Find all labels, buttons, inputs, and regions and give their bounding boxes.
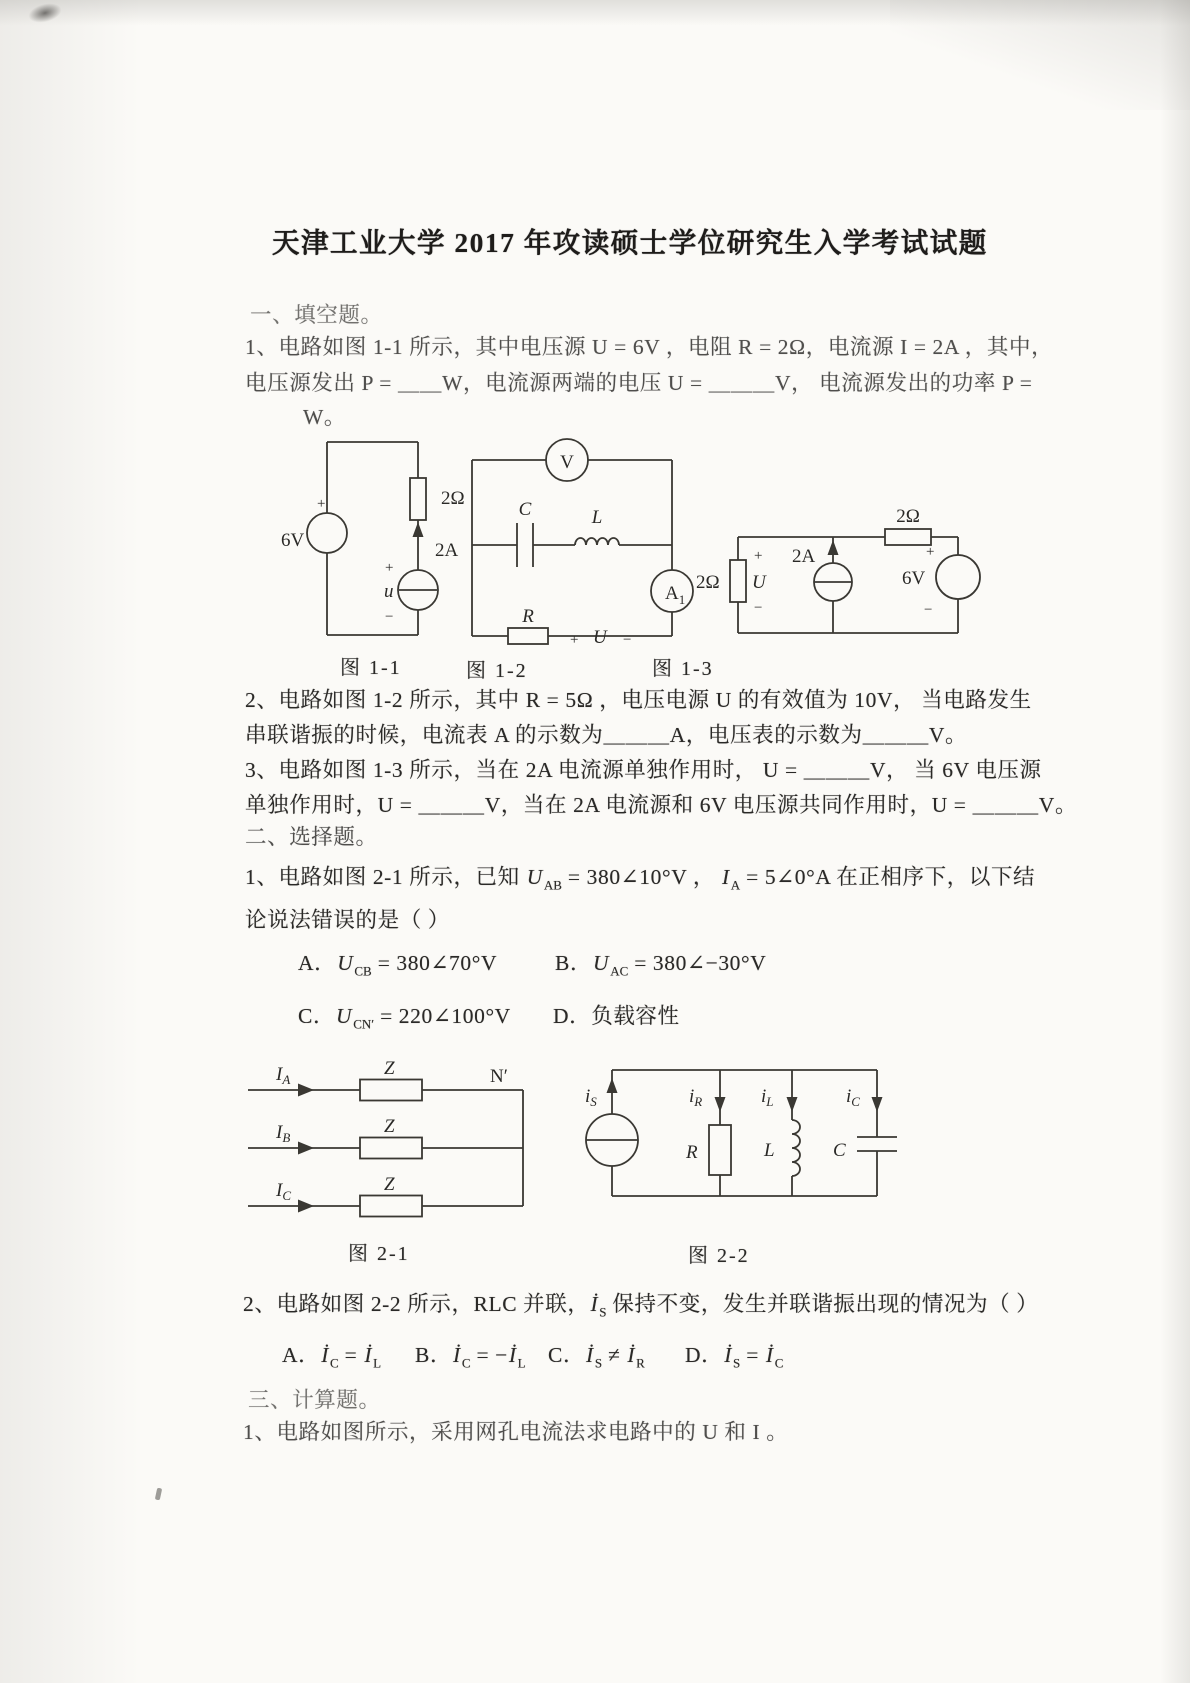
choice1-u-subscript: AB	[543, 877, 562, 893]
fig22-capacitor-symbol	[857, 1137, 897, 1151]
fig21-impedance-a-label: Z	[384, 1058, 395, 1079]
choice1-text-line1	[245, 860, 1035, 893]
option-d2-symbol2: İ	[765, 1343, 774, 1367]
fig21-current-a-label: $I_A$	[276, 1064, 291, 1087]
choice1-part1: 1、电路如图 2-1 所示，已知	[245, 865, 526, 889]
option-b2-subscript2: L	[517, 1355, 526, 1371]
fig13-top-resistor-label: 2Ω	[896, 506, 920, 527]
option-c2-subscript1: S	[594, 1355, 603, 1371]
option-a-symbol: U	[337, 951, 354, 975]
choice1-part3: = 5∠0°A 在正相序下，以下结	[740, 865, 1036, 889]
fig22-capacitor-label: C	[833, 1140, 846, 1161]
scan-smudge-topright	[890, 0, 1190, 110]
section2-heading: 二、选择题。	[245, 825, 378, 849]
option-a2-label: A．	[282, 1343, 321, 1367]
figure-1-2-caption: 图 1-2	[466, 660, 528, 682]
fig13-top-resistor-symbol	[885, 529, 931, 545]
choice1-option-c	[298, 999, 511, 1032]
fig11-u-minus-label: −	[385, 609, 394, 625]
scan-smudge-topleft	[26, 0, 63, 26]
option-d2-relation: =	[740, 1343, 765, 1367]
option-b2-symbol2: İ	[508, 1343, 517, 1367]
choice2-option-d	[685, 1338, 783, 1371]
choice1-part2: = 380∠10°V ，	[561, 865, 721, 889]
fig21-current-c-label: $I_C$	[276, 1180, 291, 1203]
fig22-inductor-arrow-icon	[787, 1097, 798, 1112]
option-d2-subscript1: S	[733, 1355, 741, 1371]
calc-q1-text: 1、电路如图所示，采用网孔电流法求电路中的 U 和 I 。	[243, 1420, 789, 1444]
choice1-option-d	[553, 999, 680, 1030]
fig21-phase-c-arrow-icon	[298, 1200, 314, 1213]
fig13-u-label: U	[752, 572, 766, 593]
fig11-current-arrow-icon	[413, 522, 424, 537]
option-a2-subscript1: C	[330, 1355, 339, 1371]
fig11-voltage-source-symbol	[307, 513, 347, 553]
fig22-capacitor-arrow-icon	[872, 1097, 883, 1112]
option-a-value: = 380∠70°V	[371, 951, 498, 975]
option-c-value: = 220∠100°V	[374, 1004, 511, 1028]
fig13-source-voltage-label: 6V	[902, 568, 926, 589]
option-b2-subscript1: C	[461, 1355, 471, 1371]
option-a-subscript: CB	[354, 963, 372, 979]
choice1-text-line2: 论说法错误的是（ ）	[245, 908, 450, 932]
option-b-subscript: AC	[610, 963, 629, 979]
option-d-value: 负载容性	[591, 1004, 680, 1028]
scan-smudge-right	[1160, 0, 1190, 1683]
option-c2-relation: ≠	[602, 1343, 627, 1367]
option-c-subscript: CN′	[353, 1016, 375, 1032]
fig12-resistor-label: R	[522, 606, 534, 627]
choice2-part1: 2、电路如图 2-2 所示，RLC 并联，	[243, 1292, 590, 1316]
option-a2-subscript2: L	[373, 1355, 382, 1371]
fig22-resistor-current-label: $i_R$	[689, 1086, 703, 1109]
fig11-current-label: 2A	[435, 540, 459, 561]
figure-1-3-circuit	[670, 450, 988, 650]
option-d2-symbol1: İ	[724, 1343, 732, 1367]
fig12-resistor-symbol	[508, 628, 548, 644]
fig21-phase-a-arrow-icon	[298, 1084, 314, 1097]
option-c-symbol: U	[336, 1004, 353, 1028]
q3-text-line1: 3、电路如图 1-3 所示，当在 2A 电流源单独作用时， U = ＿＿＿V， 当 6V 电压源	[245, 758, 1042, 782]
choice2-text	[243, 1287, 1038, 1320]
fig12-wires	[472, 460, 672, 636]
q2-text-line2: 串联谐振的时候，电流表 A 的示数为＿＿＿A，电压表的示数为＿＿＿V。	[245, 723, 968, 747]
option-a2-symbol1: İ	[321, 1343, 329, 1367]
option-c-label: C．	[298, 1004, 336, 1028]
option-b-value: = 380∠−30°V	[628, 951, 767, 975]
fig21-impedance-c-label: Z	[384, 1174, 395, 1195]
option-c2-symbol1: İ	[586, 1343, 594, 1367]
figure-1-2-circuit	[435, 403, 700, 653]
fig22-resistor-label: R	[686, 1142, 698, 1163]
fig22-capacitor-current-label: $i_C$	[846, 1086, 860, 1109]
fig13-source-minus-label: −	[924, 602, 933, 618]
fig21-impedance-a-symbol	[360, 1080, 422, 1101]
option-d2-label: D．	[685, 1343, 724, 1367]
figure-1-1-caption: 图 1-1	[340, 657, 402, 679]
fig12-inductor-symbol	[575, 538, 619, 545]
fig22-source-arrow-icon	[607, 1078, 618, 1093]
fig13-current-arrow-icon	[828, 540, 839, 555]
choice2-i-symbol: İ	[590, 1292, 599, 1316]
fig13-source-plus-label: +	[926, 544, 935, 560]
option-a2-symbol2: İ	[364, 1343, 373, 1367]
fig11-resistor-symbol	[410, 478, 426, 520]
fig21-current-b-label: $I_B$	[276, 1122, 291, 1145]
page-title: 天津工业大学 2017 年攻读硕士学位研究生入学考试试题	[272, 227, 988, 258]
fig22-wires	[612, 1070, 877, 1196]
fig13-u-minus-label: −	[754, 600, 763, 616]
option-d2-subscript2: C	[774, 1355, 784, 1371]
section3-heading: 三、计算题。	[248, 1388, 381, 1412]
section1-heading: 一、填空题。	[250, 303, 383, 327]
option-b2-label: B．	[415, 1343, 453, 1367]
option-d-label: D．	[553, 1004, 592, 1028]
q1-text-line2: 电压源发出 P = ＿＿W，电流源两端的电压 U = ＿＿＿V， 电流源发出的功率 P =	[245, 371, 1033, 395]
choice2-option-a	[282, 1338, 381, 1371]
fig13-left-resistor-label: 2Ω	[696, 572, 720, 593]
fig22-inductor-label: L	[764, 1140, 775, 1161]
fig22-inductor-current-label: $i_L$	[761, 1086, 774, 1109]
q3-text-line2: 单独作用时，U = ＿＿＿V，当在 2A 电流源和 6V 电压源共同作用时，U = ＿＿＿V。	[245, 793, 1078, 817]
fig11-u-label: u	[384, 581, 394, 602]
fig21-impedance-c-symbol	[360, 1196, 422, 1217]
choice1-u-symbol: U	[526, 865, 543, 889]
q2-text-line1: 2、电路如图 1-2 所示，其中 R = 5Ω ，电压电源 U 的有效值为 10V， 当电路发生	[245, 688, 1032, 712]
option-c2-subscript2: R	[636, 1355, 645, 1371]
fig22-source-current-label: $i_S$	[585, 1086, 597, 1109]
fig12-capacitor-label: C	[518, 499, 532, 520]
fig21-phase-b-arrow-icon	[298, 1142, 314, 1155]
choice2-part2: 保持不变，发生并联谐振出现的情况为（ ）	[606, 1292, 1039, 1316]
fig13-u-plus-label: +	[754, 548, 763, 564]
choice1-i-symbol: I	[721, 865, 730, 889]
choice1-option-b	[555, 946, 766, 979]
fig21-neutral-label: N′	[490, 1066, 508, 1087]
fig22-resistor-arrow-icon	[715, 1097, 726, 1112]
fig13-voltage-source-symbol	[936, 555, 980, 599]
fig11-source-plus-label: +	[317, 496, 326, 512]
option-a2-relation: =	[338, 1343, 364, 1367]
fig12-u-plus-label: +	[570, 632, 579, 648]
fig12-capacitor-symbol	[517, 523, 533, 567]
figure-1-3-caption: 图 1-3	[652, 658, 714, 680]
q1-text-line3: W。	[303, 405, 346, 429]
option-b2-relation: = −	[470, 1343, 508, 1367]
fig22-resistor-symbol	[709, 1125, 731, 1175]
fig11-resistor-label: 2Ω	[441, 488, 465, 509]
choice2-option-c	[548, 1338, 645, 1371]
choice1-option-a	[298, 946, 497, 979]
option-b2-symbol1: İ	[453, 1343, 461, 1367]
choice1-i-subscript: A	[730, 877, 741, 893]
scan-smudge-top	[0, 0, 1190, 26]
choice2-option-b	[415, 1338, 526, 1371]
figure-2-2-circuit	[555, 1040, 905, 1210]
fig11-u-plus-label: +	[385, 560, 394, 576]
q1-text-line1: 1、电路如图 1-1 所示，其中电压源 U = 6V ，电阻 R = 2Ω，电流源 I = 2A ，其中，	[245, 335, 1054, 359]
fig21-impedance-b-symbol	[360, 1138, 422, 1159]
figure-2-1-caption: 图 2-1	[348, 1243, 410, 1265]
fig12-u-label: U	[593, 627, 607, 648]
figure-2-2-caption: 图 2-2	[688, 1245, 750, 1267]
scan-smudge-left	[0, 0, 140, 1683]
option-c2-symbol2: İ	[627, 1343, 636, 1367]
scan-speck	[155, 1488, 162, 1501]
fig22-inductor-symbol	[792, 1120, 800, 1176]
option-a-label: A．	[298, 951, 337, 975]
option-b-label: B．	[555, 951, 593, 975]
fig12-ammeter-label: $A_1$	[665, 583, 686, 607]
figure-2-1-circuit	[240, 1050, 570, 1225]
fig11-source-voltage-label: 6V	[281, 530, 305, 551]
fig12-voltmeter-label: V	[560, 452, 574, 473]
fig13-current-label: 2A	[792, 546, 816, 567]
fig13-left-resistor-symbol	[730, 560, 746, 602]
fig12-inductor-label: L	[591, 507, 603, 528]
fig21-impedance-b-label: Z	[384, 1116, 395, 1137]
choice2-i-subscript: S	[599, 1304, 607, 1320]
fig12-u-minus-label: −	[623, 632, 632, 648]
option-c2-label: C．	[548, 1343, 586, 1367]
option-b-symbol: U	[593, 951, 610, 975]
